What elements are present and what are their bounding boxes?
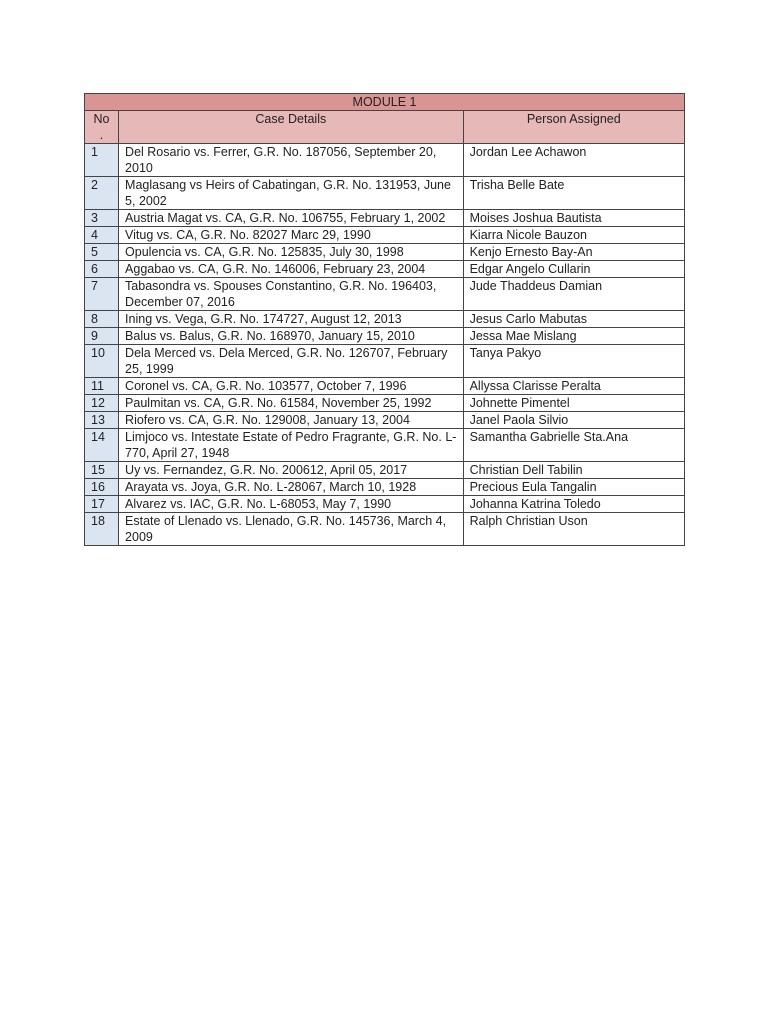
case-details-cell: Vitug vs. CA, G.R. No. 82027 Marc 29, 1990 bbox=[119, 227, 464, 244]
row-number: 1 bbox=[85, 144, 119, 177]
person-assigned-cell: Jude Thaddeus Damian bbox=[463, 278, 684, 311]
case-details-cell: Maglasang vs Heirs of Cabatingan, G.R. No. 131953, June 5, 2002 bbox=[119, 177, 464, 210]
table-row bbox=[85, 513, 685, 546]
table-row bbox=[85, 395, 685, 412]
person-assigned-cell: Janel Paola Silvio bbox=[463, 412, 684, 429]
table-row bbox=[85, 345, 685, 378]
case-details-cell: Alvarez vs. IAC, G.R. No. L-68053, May 7, 1990 bbox=[119, 496, 464, 513]
case-details-cell: Paulmitan vs. CA, G.R. No. 61584, November 25, 1992 bbox=[119, 395, 464, 412]
person-assigned-cell: Johnette Pimentel bbox=[463, 395, 684, 412]
case-details-cell: Estate of Llenado vs. Llenado, G.R. No. 145736, March 4, 2009 bbox=[119, 513, 464, 546]
person-assigned-cell: Samantha Gabrielle Sta.Ana bbox=[463, 429, 684, 462]
case-details-cell: Tabasondra vs. Spouses Constantino, G.R. No. 196403, December 07, 2016 bbox=[119, 278, 464, 311]
row-number: 5 bbox=[85, 244, 119, 261]
case-details-cell: Balus vs. Balus, G.R. No. 168970, January 15, 2010 bbox=[119, 328, 464, 345]
table-row bbox=[85, 328, 685, 345]
case-details-cell: Riofero vs. CA, G.R. No. 129008, January 13, 2004 bbox=[119, 412, 464, 429]
person-assigned-cell: Jesus Carlo Mabutas bbox=[463, 311, 684, 328]
case-details-cell: Austria Magat vs. CA, G.R. No. 106755, February 1, 2002 bbox=[119, 210, 464, 227]
person-assigned-cell: Ralph Christian Uson bbox=[463, 513, 684, 546]
row-number: 4 bbox=[85, 227, 119, 244]
row-number: 9 bbox=[85, 328, 119, 345]
row-number: 13 bbox=[85, 412, 119, 429]
row-number: 14 bbox=[85, 429, 119, 462]
person-assigned-cell: Christian Dell Tabilin bbox=[463, 462, 684, 479]
person-assigned-cell: Precious Eula Tangalin bbox=[463, 479, 684, 496]
table-title-row bbox=[85, 94, 685, 111]
row-number: 6 bbox=[85, 261, 119, 278]
person-assigned-cell: Jessa Mae Mislang bbox=[463, 328, 684, 345]
case-details-cell: Del Rosario vs. Ferrer, G.R. No. 187056, September 20, 2010 bbox=[119, 144, 464, 177]
table-row bbox=[85, 210, 685, 227]
header-person-assigned: Person Assigned bbox=[463, 111, 684, 144]
table-row bbox=[85, 462, 685, 479]
row-number: 11 bbox=[85, 378, 119, 395]
header-case-details: Case Details bbox=[119, 111, 464, 144]
table-row bbox=[85, 412, 685, 429]
person-assigned-cell: Moises Joshua Bautista bbox=[463, 210, 684, 227]
person-assigned-cell: Johanna Katrina Toledo bbox=[463, 496, 684, 513]
case-details-cell: Aggabao vs. CA, G.R. No. 146006, February 23, 2004 bbox=[119, 261, 464, 278]
assignment-table bbox=[84, 93, 685, 546]
table-header-row bbox=[85, 111, 685, 144]
case-details-cell: Limjoco vs. Intestate Estate of Pedro Fragrante, G.R. No. L-770, April 27, 1948 bbox=[119, 429, 464, 462]
case-details-cell: Coronel vs. CA, G.R. No. 103577, October 7, 1996 bbox=[119, 378, 464, 395]
person-assigned-cell: Edgar Angelo Cullarin bbox=[463, 261, 684, 278]
case-details-cell: Uy vs. Fernandez, G.R. No. 200612, April 05, 2017 bbox=[119, 462, 464, 479]
row-number: 12 bbox=[85, 395, 119, 412]
table-row bbox=[85, 177, 685, 210]
person-assigned-cell: Jordan Lee Achawon bbox=[463, 144, 684, 177]
person-assigned-cell: Kenjo Ernesto Bay-An bbox=[463, 244, 684, 261]
table-row bbox=[85, 496, 685, 513]
case-details-cell: Dela Merced vs. Dela Merced, G.R. No. 126707, February 25, 1999 bbox=[119, 345, 464, 378]
row-number: 7 bbox=[85, 278, 119, 311]
table-title: MODULE 1 bbox=[85, 94, 685, 111]
case-details-cell: Arayata vs. Joya, G.R. No. L-28067, March 10, 1928 bbox=[119, 479, 464, 496]
table-row bbox=[85, 278, 685, 311]
table-row bbox=[85, 244, 685, 261]
table-row bbox=[85, 227, 685, 244]
case-details-cell: Opulencia vs. CA, G.R. No. 125835, July 30, 1998 bbox=[119, 244, 464, 261]
table-row bbox=[85, 144, 685, 177]
row-number: 3 bbox=[85, 210, 119, 227]
person-assigned-cell: Kiarra Nicole Bauzon bbox=[463, 227, 684, 244]
header-no: No . bbox=[85, 111, 119, 144]
person-assigned-cell: Tanya Pakyo bbox=[463, 345, 684, 378]
row-number: 16 bbox=[85, 479, 119, 496]
table-row bbox=[85, 479, 685, 496]
person-assigned-cell: Allyssa Clarisse Peralta bbox=[463, 378, 684, 395]
person-assigned-cell: Trisha Belle Bate bbox=[463, 177, 684, 210]
table-row bbox=[85, 429, 685, 462]
row-number: 2 bbox=[85, 177, 119, 210]
case-details-cell: Ining vs. Vega, G.R. No. 174727, August 12, 2013 bbox=[119, 311, 464, 328]
row-number: 8 bbox=[85, 311, 119, 328]
table-row bbox=[85, 261, 685, 278]
table-body bbox=[85, 144, 685, 546]
table-row bbox=[85, 378, 685, 395]
table-row bbox=[85, 311, 685, 328]
row-number: 10 bbox=[85, 345, 119, 378]
row-number: 18 bbox=[85, 513, 119, 546]
row-number: 17 bbox=[85, 496, 119, 513]
row-number: 15 bbox=[85, 462, 119, 479]
